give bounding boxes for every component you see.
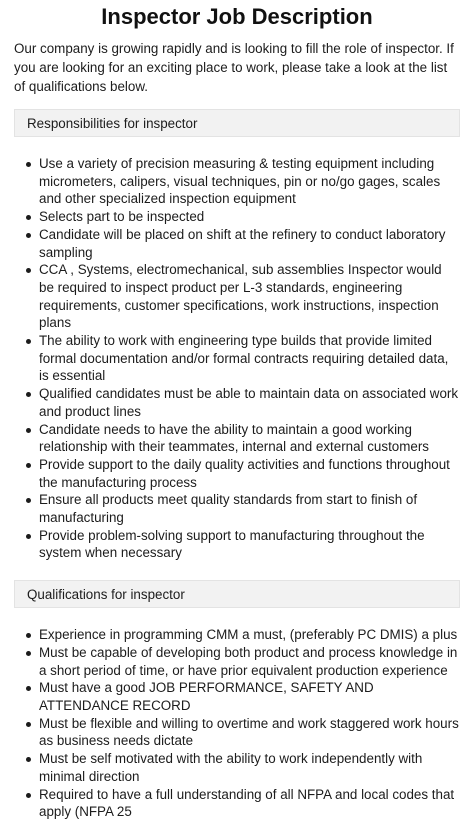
list-item — [14, 786, 460, 821]
intro-paragraph: Our company is growing rapidly and is looking to fill the role of inspector. If you are looking for an exciting place to work, please take a look at the list of qualifications below. — [14, 41, 454, 94]
list-item-text: CCA , Systems, electromechanical, sub assemblies Inspector would be required to inspect product per L-3 standards, engineering requirements, customer specifications, work instructions, inspection plans — [39, 262, 442, 331]
list-item-text: Must have a good JOB PERFORMANCE, SAFETY AND ATTENDANCE RECORD — [39, 680, 374, 713]
list-item-text: Use a variety of precision measuring & testing equipment including micrometers, calipers, visual techniques, pin or no/go gages, scales and other specialized inspection equipment — [39, 156, 441, 207]
list-item-text: Candidate needs to have the ability to maintain a good working relationship with their teammates, internal and external customers — [39, 421, 430, 455]
list-item-text: Ensure all products meet quality standards from start to finish of manufacturing — [39, 492, 418, 526]
list-item-text: Experience in programming CMM a must, (preferably PC DMIS) a plus — [39, 627, 458, 643]
bullet-icon — [26, 428, 31, 433]
list-item — [14, 332, 460, 385]
list-item — [14, 491, 460, 526]
list-item-text: Provide problem-solving support to manufacturing throughout the system when necessary — [39, 527, 425, 561]
list-item — [14, 385, 460, 420]
list-item — [14, 750, 460, 785]
list-item — [14, 679, 460, 714]
list-item — [14, 626, 460, 644]
qualifications-heading: Qualifications for inspector — [14, 580, 460, 608]
list-item — [14, 226, 460, 261]
bullet-icon — [26, 463, 31, 468]
page-title: Inspector Job Description — [101, 4, 373, 29]
list-item-text: Provide support to the daily quality activities and functions throughout the manufacturing process — [39, 456, 450, 490]
bullet-icon — [26, 268, 31, 273]
list-item — [14, 456, 460, 491]
responsibilities-list — [14, 155, 460, 562]
list-item — [14, 644, 460, 679]
bullet-icon — [26, 633, 31, 638]
list-item-text: Candidate will be placed on shift at the refinery to conduct laboratory sampling — [39, 226, 446, 260]
list-item — [14, 208, 460, 226]
bullet-icon — [26, 233, 31, 238]
bullet-icon — [26, 215, 31, 220]
bullet-icon — [26, 534, 31, 539]
list-item — [14, 421, 460, 456]
list-item-text: Must be flexible and willing to overtime and work staggered work hours as business needs dictate — [39, 715, 459, 749]
list-item-text: Selects part to be inspected — [39, 209, 205, 225]
list-item-text: Required to have a full understanding of all NFPA and local codes that apply (NFPA 25 — [39, 786, 455, 820]
list-item-text: The ability to work with engineering type builds that provide limited formal documentation and/or formal contracts requiring detailed data, is essential — [39, 333, 449, 384]
list-item — [14, 527, 460, 562]
bullet-icon — [26, 757, 31, 762]
bullet-icon — [26, 392, 31, 397]
responsibilities-heading: Responsibilities for inspector — [14, 109, 460, 137]
qualifications-list — [14, 626, 460, 821]
list-item-text: Must be capable of developing both product and process knowledge in a short period of time, or have prior equivalent production experience — [39, 644, 458, 678]
bullet-icon — [26, 498, 31, 503]
list-item-text: Must be self motivated with the ability to work independently with minimal direction — [39, 751, 423, 784]
bullet-icon — [26, 651, 31, 656]
list-item — [14, 261, 460, 332]
list-item — [14, 155, 460, 208]
list-item-text: Qualified candidates must be able to maintain data on associated work and product lines — [39, 386, 459, 419]
bullet-icon — [26, 686, 31, 691]
bullet-icon — [26, 793, 31, 798]
bullet-icon — [26, 722, 31, 727]
list-item — [14, 715, 460, 750]
bullet-icon — [26, 162, 31, 167]
bullet-icon — [26, 339, 31, 344]
